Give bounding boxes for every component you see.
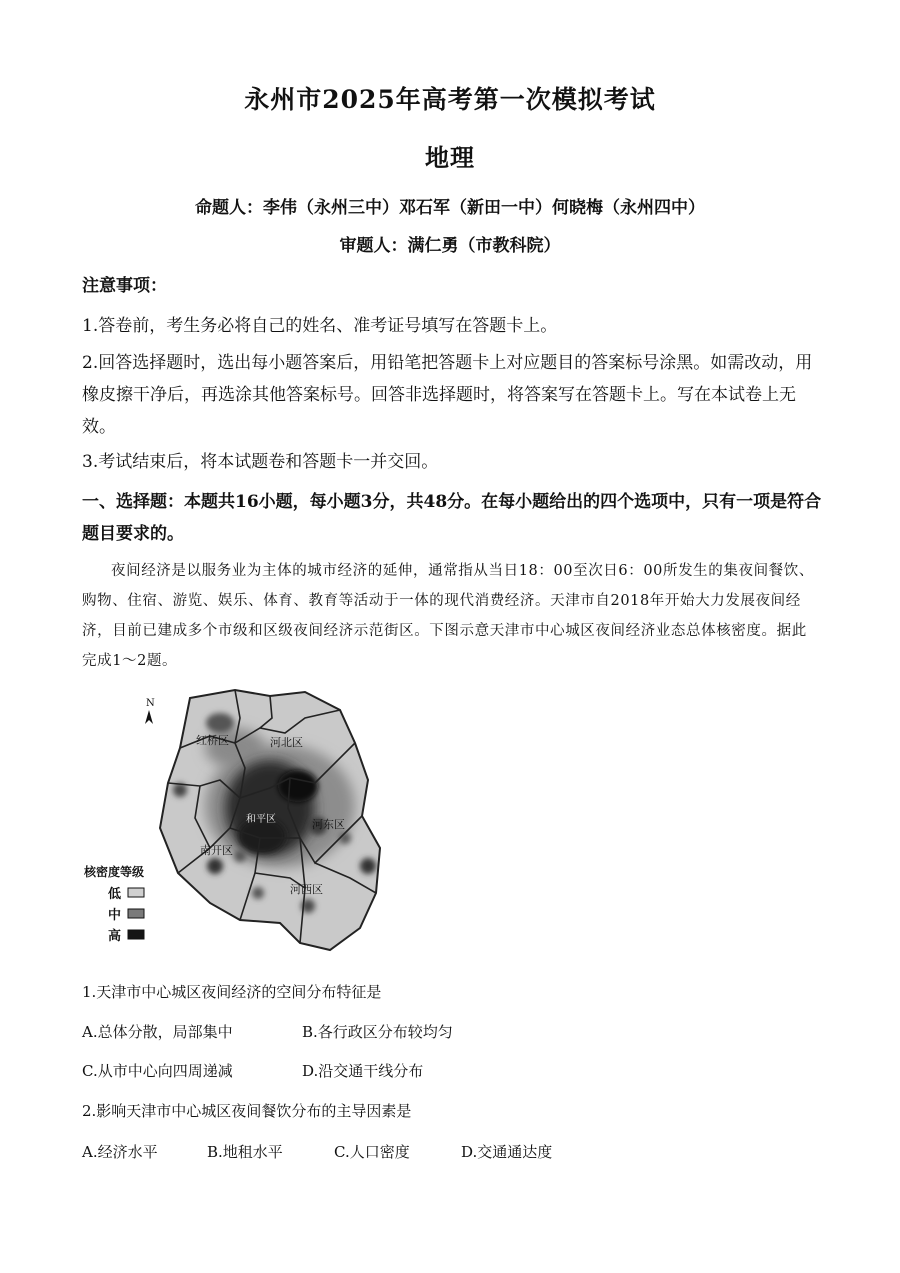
map-legend — [70, 856, 154, 948]
district-label-hongqiao: 红桥区 — [196, 734, 229, 747]
legend-mid-swatch — [128, 909, 144, 918]
legend-low-label: 低 — [108, 887, 122, 902]
note-item-2: 2.回答选择题时，选出每小题答案后，用铅笔把答题卡上对应题目的答案标号涂黑。如需改动，用橡皮擦干净后，再选涂其他答案标号。回答非选择题时，将答案写在答题卡上。写在本试卷上无效。 — [82, 353, 813, 437]
question-2-stem: 2.影响天津市中心城区夜间餐饮分布的主导因素是 — [82, 1102, 412, 1120]
question-2-option-b: B.地租水平 — [207, 1143, 283, 1161]
reading-passage: 夜间经济是以服务业为主体的城市经济的延伸，通常指从当日18：00至次日6：00所发生的集夜间餐饮、购物、住宿、游览、娱乐、体育、教育等活动于一体的现代消费经济。天津市自2018年开始大力发展夜间经济，目前已建成多个市级和区级夜间经济示范街区。下图示意天津市中心城区夜间经济业态总体核密度。据此完成1～2题。 — [82, 563, 814, 669]
note-item-1: 1.答卷前，考生务必将自己的姓名、准考证号填写在答题卡上。 — [82, 316, 558, 336]
north-arrow-icon — [145, 698, 155, 724]
question-1-stem: 1.天津市中心城区夜间经济的空间分布特征是 — [82, 983, 382, 1001]
legend-title: 核密度等级 — [84, 865, 145, 879]
subject-title: 地理 — [425, 143, 475, 172]
question-1-option-a: A.总体分散，局部集中 — [82, 1023, 233, 1041]
exam-title: 永州市2025年高考第一次模拟考试 — [244, 85, 656, 114]
question-2-option-d: D.交通通达度 — [461, 1143, 553, 1161]
legend-high-swatch — [128, 930, 144, 939]
note-item-3: 3.考试结束后，将本试题卷和答题卡一并交回。 — [82, 452, 439, 472]
authors-line: 命题人：李伟（永州三中）邓石军（新田一中）何晓梅（永州四中） — [195, 198, 705, 218]
legend-high-label: 高 — [108, 929, 122, 944]
question-2-option-a: A.经济水平 — [82, 1143, 158, 1161]
district-label-heping: 和平区 — [246, 814, 276, 825]
north-label: N — [146, 698, 155, 709]
question-1-option-b: B.各行政区分布较均匀 — [302, 1023, 453, 1041]
legend-low-swatch — [128, 888, 144, 897]
district-label-hedong: 河东区 — [312, 818, 345, 831]
notes-heading: 注意事项： — [82, 276, 167, 296]
question-1-option-c: C.从市中心向四周递减 — [82, 1062, 233, 1080]
district-label-nankai: 南开区 — [200, 844, 233, 857]
kernel-density-map — [84, 688, 400, 958]
reviewer-line: 审题人：满仁勇（市教科院） — [339, 236, 561, 256]
district-label-hexi: 河西区 — [290, 883, 323, 896]
section-heading: 一、选择题：本题共16小题，每小题3分，共48分。在每小题给出的四个选项中，只有一项是符合题目要求的。 — [82, 492, 822, 544]
question-2-option-c: C.人口密度 — [334, 1143, 410, 1161]
question-1-option-d: D.沿交通干线分布 — [302, 1062, 424, 1080]
legend-mid-label: 中 — [108, 908, 122, 923]
district-label-hebei: 河北区 — [270, 736, 303, 749]
